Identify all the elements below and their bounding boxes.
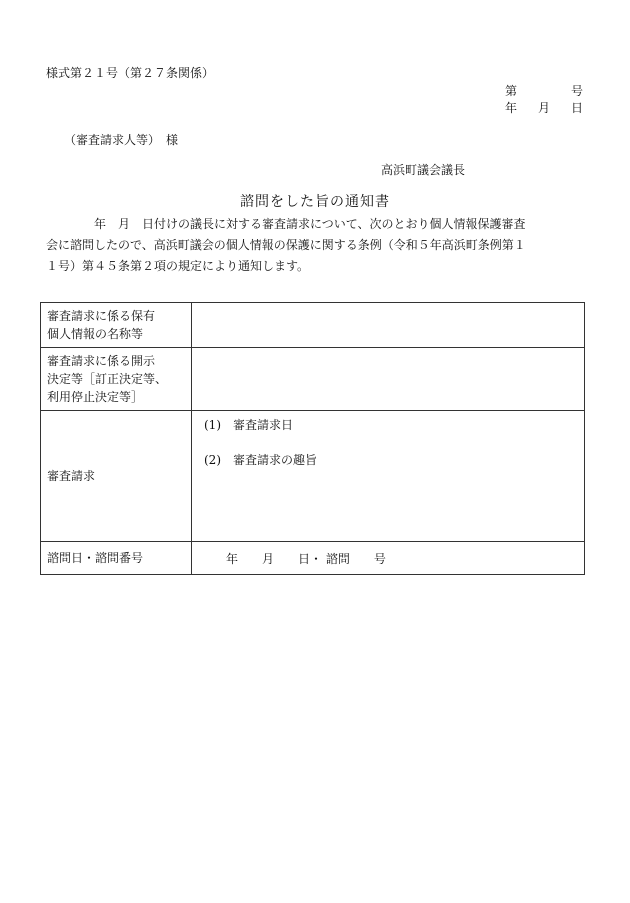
body-text (46, 214, 586, 277)
request-purpose-item: (2) 審査請求の趣旨 (204, 453, 317, 467)
date-month: 月 (538, 101, 551, 115)
consultation-date-number[interactable]: 年 月 日・ 諮問 号 (192, 542, 585, 575)
table-row (41, 411, 585, 542)
row-label: 審査請求に係る開示 決定等［訂正決定等、 利用停止決定等］ (41, 348, 192, 411)
info-name-field[interactable] (192, 303, 585, 348)
notification-table (40, 302, 585, 575)
row-label: 審査請求 (41, 411, 192, 542)
table-row (41, 542, 585, 575)
body-line: １号）第４５条第２項の規定により通知します。 (46, 259, 310, 273)
date-day: 日 (571, 101, 584, 115)
request-date-item: (1) 審査請求日 (204, 418, 293, 432)
sender: 高浜町議会議長 (381, 163, 466, 177)
table-row (41, 303, 585, 348)
row-label: 審査請求に係る保有 個人情報の名称等 (41, 303, 192, 348)
body-line: 会に諮問したので、高浜町議会の個人情報の保護に関する条例（令和５年高浜町条例第１ (46, 238, 526, 252)
number-suffix: 号 (571, 84, 584, 98)
date-year: 年 (505, 101, 518, 115)
form-number: 様式第２１号（第２７条関係） (46, 66, 215, 80)
body-line: 年 月 日付けの議長に対する審査請求について、次のとおり個人情報保護審査 (46, 217, 526, 231)
table-row (41, 348, 585, 411)
addressee: （審査請求人等） 様 (64, 133, 179, 147)
document-title: 諮問をした旨の通知書 (240, 194, 390, 210)
number-prefix: 第 (505, 84, 518, 98)
request-details-field[interactable] (192, 411, 585, 542)
row-label: 諮問日・諮問番号 (41, 542, 192, 575)
decision-field[interactable] (192, 348, 585, 411)
